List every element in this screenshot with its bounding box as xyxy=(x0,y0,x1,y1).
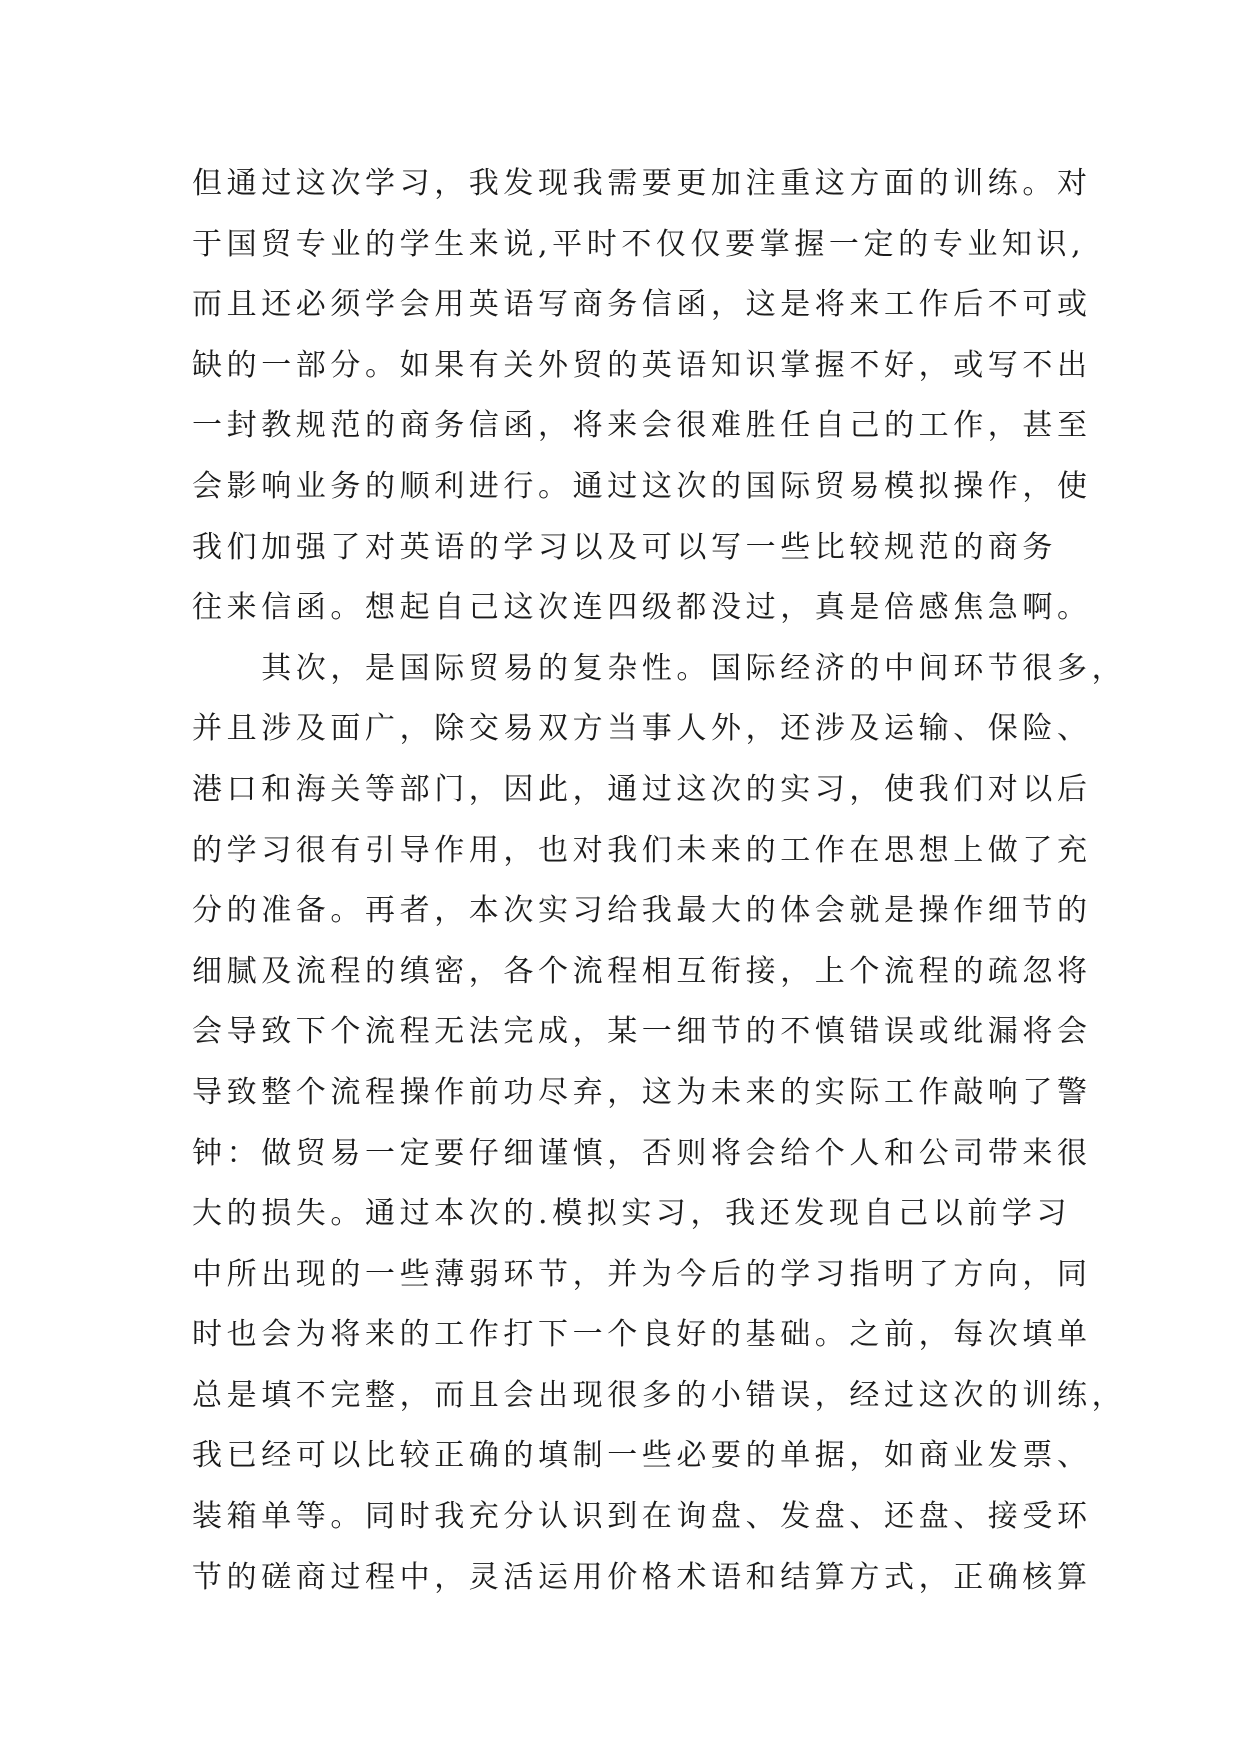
text-line: 缺的一部分。如果有关外贸的英语知识掌握不好，或写不出 xyxy=(192,347,1092,383)
body-text xyxy=(192,154,1127,1608)
text-line: 会影响业务的顺利进行。通过这次的国际贸易模拟操作，使 xyxy=(192,468,1092,504)
text-line: 而且还必须学会用英语写商务信函，这是将来工作后不可或 xyxy=(192,287,1092,323)
text-line: 我们加强了对英语的学习以及可以写一些比较规范的商务 xyxy=(192,529,1057,565)
text-line: 往来信函。想起自己这次连四级都没过，真是倍感焦急啊。 xyxy=(192,590,1092,626)
text-line: 于国贸专业的学生来说,平时不仅仅要掌握一定的专业知识, xyxy=(192,226,1086,262)
text-line: 大的损失。通过本次的.模拟实习，我还发现自己以前学习 xyxy=(192,1196,1072,1232)
text-line: 细腻及流程的缜密，各个流程相互衔接，上个流程的疏忽将 xyxy=(192,953,1092,989)
text-line: 中所出现的一些薄弱环节，并为今后的学习指明了方向，同 xyxy=(192,1256,1092,1292)
text-line: 港口和海关等部门，因此，通过这次的实习，使我们对以后 xyxy=(192,771,1092,807)
text-line: 钟：做贸易一定要仔细谨慎，否则将会给个人和公司带来很 xyxy=(192,1135,1092,1171)
text-line: 其次，是国际贸易的复杂性。国际经济的中间环节很多， xyxy=(192,650,1127,686)
text-line: 并且涉及面广，除交易双方当事人外，还涉及运输、保险、 xyxy=(192,711,1092,747)
text-line: 会导致下个流程无法完成，某一细节的不慎错误或纰漏将会 xyxy=(192,1014,1092,1050)
text-line: 一封教规范的商务信函，将来会很难胜任自己的工作，甚至 xyxy=(192,408,1092,444)
text-line: 的学习很有引导作用，也对我们未来的工作在思想上做了充 xyxy=(192,832,1092,868)
text-line: 时也会为将来的工作打下一个良好的基础。之前，每次填单 xyxy=(192,1317,1092,1353)
text-line: 分的准备。再者，本次实习给我最大的体会就是操作细节的 xyxy=(192,893,1092,929)
text-line: 装箱单等。同时我充分认识到在询盘、发盘、还盘、接受环 xyxy=(192,1499,1092,1535)
text-line: 总是填不完整，而且会出现很多的小错误，经过这次的训练， xyxy=(192,1377,1127,1413)
text-line: 导致整个流程操作前功尽弃，这为未来的实际工作敲响了警 xyxy=(192,1074,1092,1110)
text-line: 但通过这次学习，我发现我需要更加注重这方面的训练。对 xyxy=(192,166,1092,201)
text-line: 我已经可以比较正确的填制一些必要的单据，如商业发票、 xyxy=(192,1438,1092,1474)
text-line: 节的磋商过程中，灵活运用价格术语和结算方式，正确核算 xyxy=(192,1559,1092,1595)
